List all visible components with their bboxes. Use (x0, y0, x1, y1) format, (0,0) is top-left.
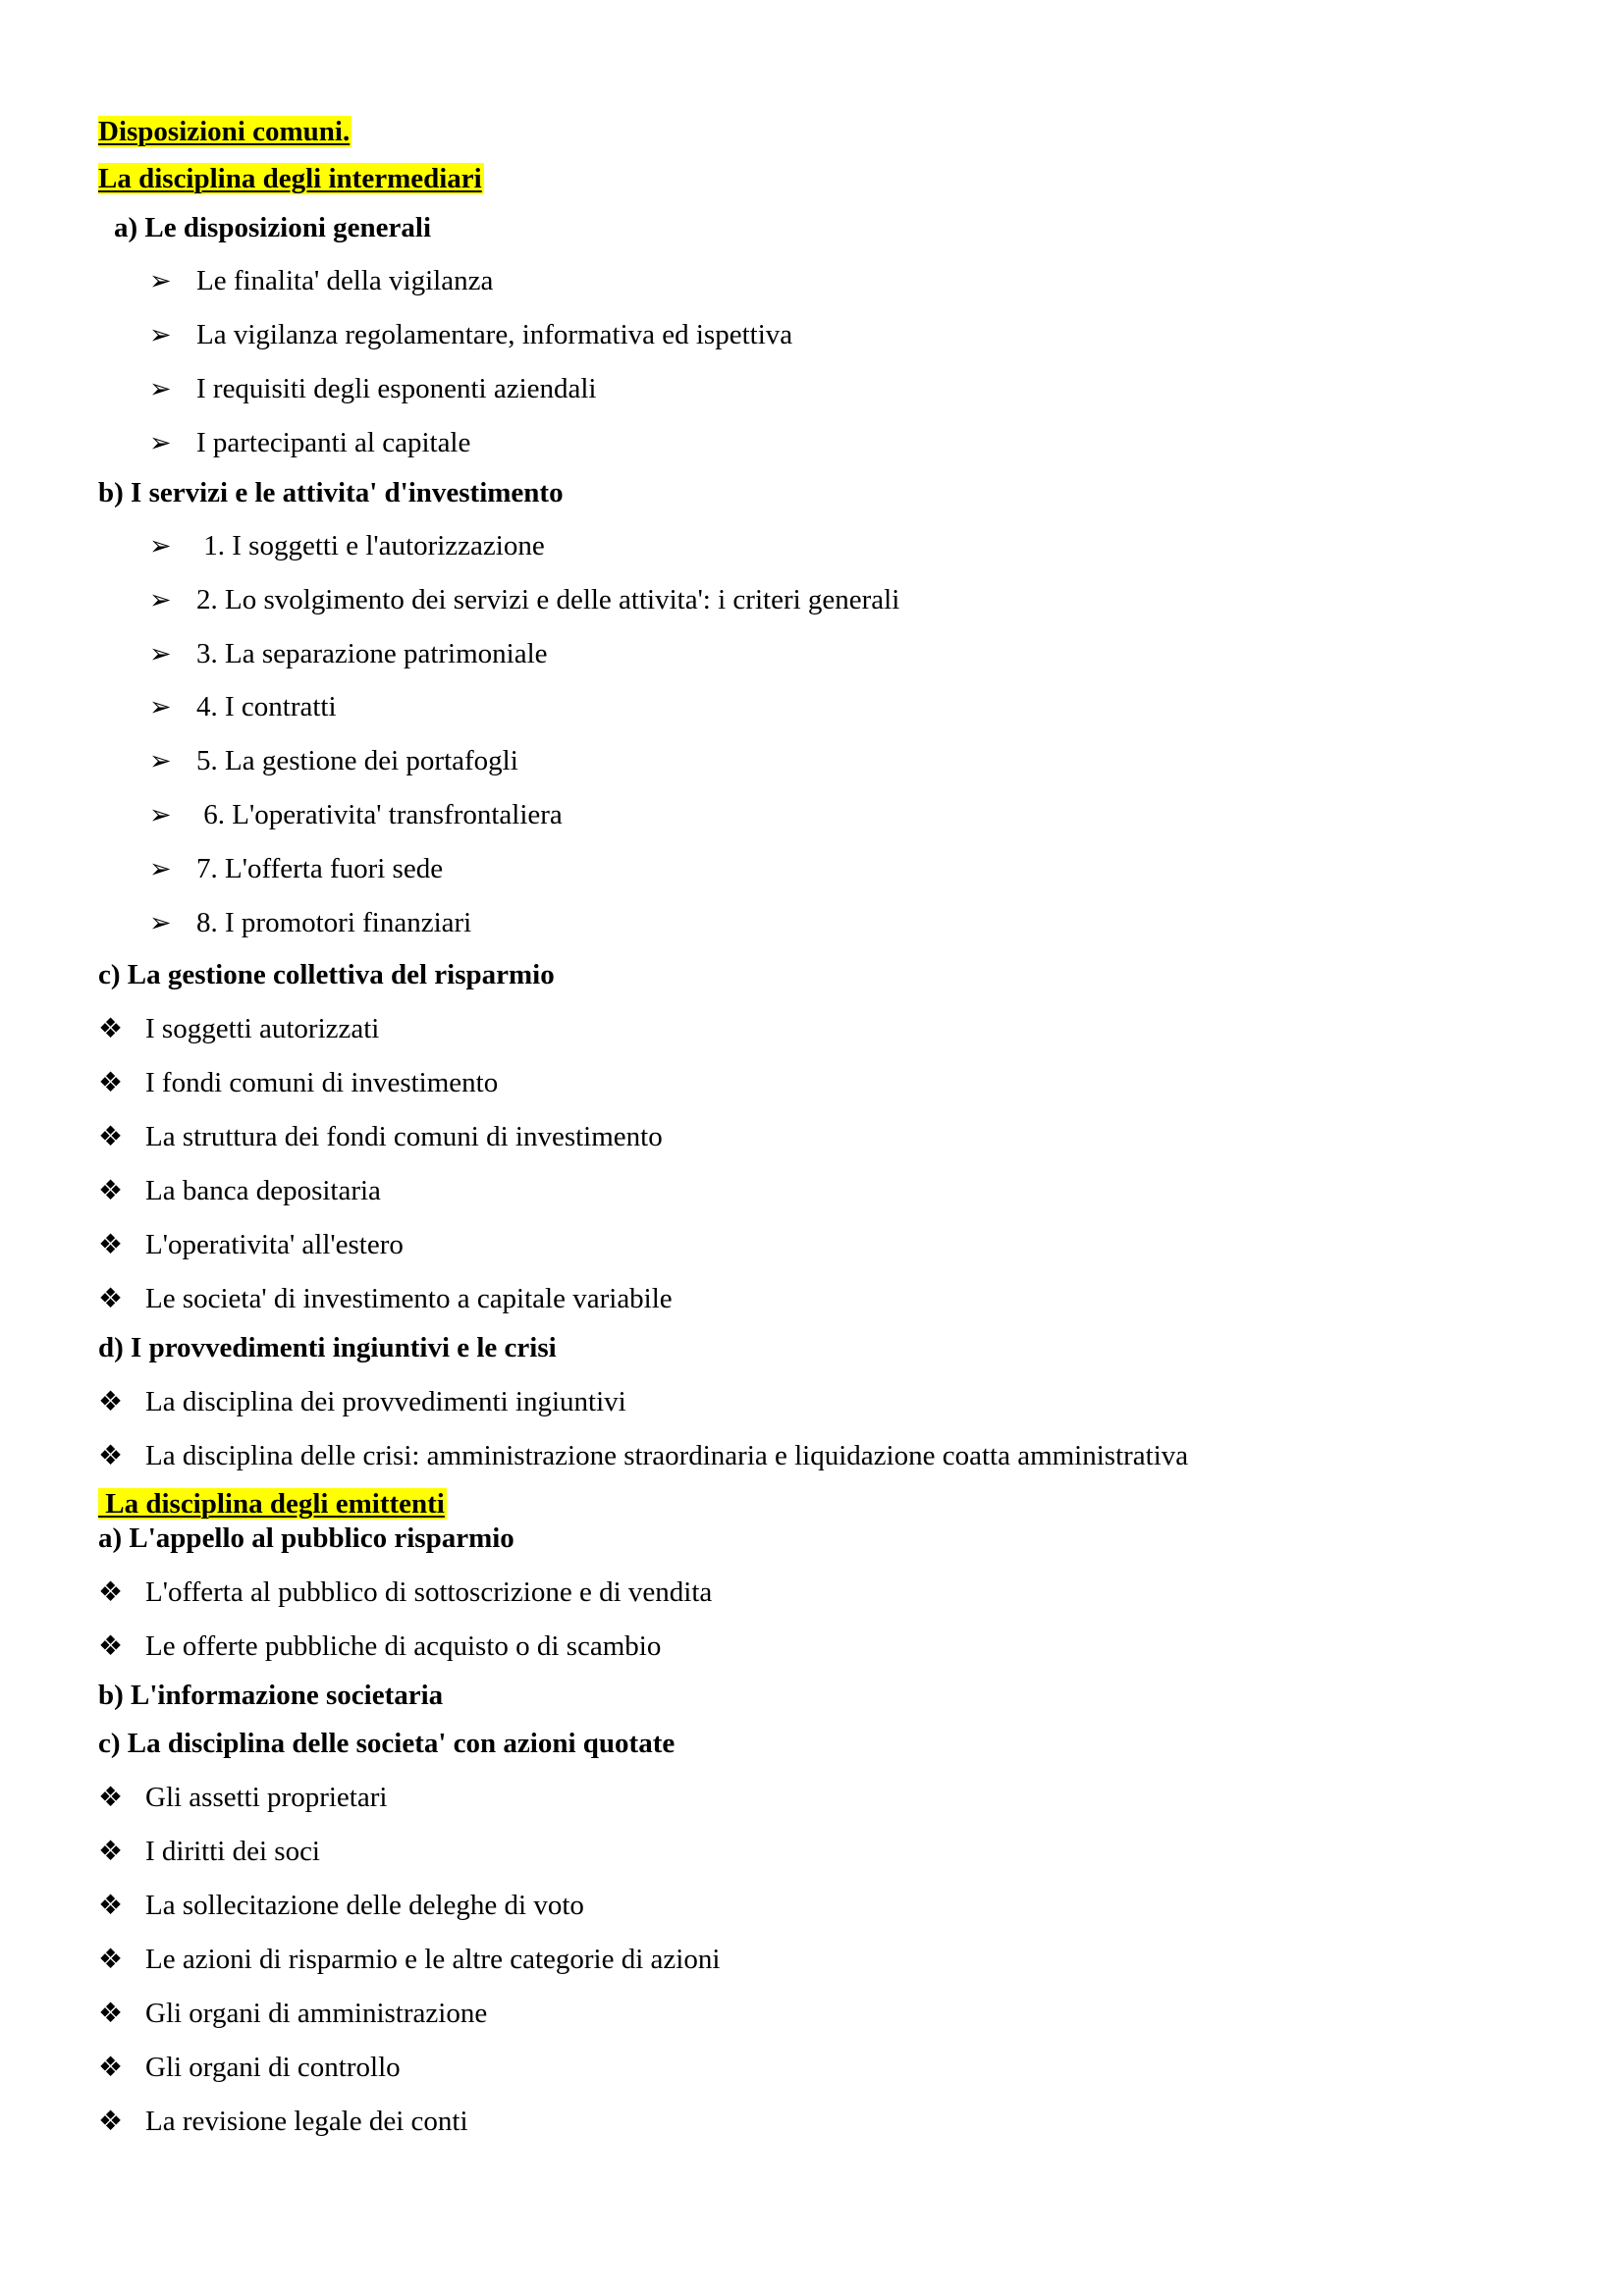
list-item (98, 2050, 401, 2086)
list-item-text: I soggetti autorizzati (145, 1013, 380, 1044)
arrow-bullet-icon: ➢ (149, 585, 172, 614)
list-item (98, 1281, 673, 1317)
diamond-bullet-icon: ❖ (98, 1176, 124, 1206)
list-item (98, 1065, 498, 1101)
list-item-text: I diritti dei soci (145, 1836, 320, 1867)
arrow-bullet-icon: ➢ (149, 531, 172, 561)
subheading-c-gestione-collettiva: c) La gestione collettiva del risparmio (98, 959, 555, 990)
list-item (149, 317, 792, 352)
list-item (98, 1575, 712, 1611)
list-item-text: Le offerte pubbliche di acquisto o di scambio (145, 1630, 662, 1662)
list-item-text: La revisione legale dei conti (145, 2106, 468, 2137)
diamond-bullet-icon: ❖ (98, 1837, 124, 1867)
subheading-b-informazione-societaria: b) L'informazione societaria (98, 1680, 444, 1711)
arrow-bullet-icon: ➢ (149, 800, 172, 829)
diamond-bullet-icon: ❖ (98, 1891, 124, 1921)
heading-emittenti-text: La disciplina degli emittenti (98, 1488, 445, 1520)
arrow-bullet-icon: ➢ (149, 639, 172, 668)
list-item (149, 425, 470, 460)
arrow-bullet-icon: ➢ (149, 908, 172, 937)
list-item-text: Le finalita' della vigilanza (196, 265, 494, 296)
subheading-d-provvedimenti-crisi: d) I provvedimenti ingiuntivi e le crisi (98, 1332, 557, 1363)
heading-disciplina-emittenti (98, 1486, 447, 1522)
list-item-text: I requisiti degli esponenti aziendali (196, 373, 597, 404)
list-item (98, 1011, 379, 1047)
list-item (149, 371, 597, 406)
list-item-text: L'offerta al pubblico di sottoscrizione e di vendita (145, 1576, 713, 1608)
diamond-bullet-icon: ❖ (98, 1387, 124, 1417)
list-item-text: 8. I promotori finanziari (196, 907, 472, 938)
list-item (149, 528, 545, 563)
list-item-text: Le azioni di risparmio e le altre categorie di azioni (145, 1944, 721, 1975)
list-item-text: Gli organi di controllo (145, 2052, 401, 2083)
list-item (98, 1996, 487, 2032)
arrow-bullet-icon: ➢ (149, 746, 172, 775)
list-item (98, 1119, 663, 1155)
diamond-bullet-icon: ❖ (98, 1441, 124, 1471)
list-item (98, 1942, 720, 1978)
list-item (98, 1834, 320, 1870)
list-item (98, 1888, 584, 1924)
arrow-bullet-icon: ➢ (149, 854, 172, 883)
diamond-bullet-icon: ❖ (98, 1014, 124, 1044)
list-item (149, 636, 548, 671)
heading-disciplina-intermediari (98, 161, 484, 196)
subheading-b-servizi-attivita: b) I servizi e le attivita' d'investimento (98, 477, 564, 508)
list-item-text: 3. La separazione patrimoniale (196, 638, 548, 669)
heading-intermediari-text: La disciplina degli intermediari (98, 163, 482, 194)
list-item-text: Gli organi di amministrazione (145, 1998, 488, 2029)
diamond-bullet-icon: ❖ (98, 1122, 124, 1152)
list-item (149, 797, 563, 832)
list-item-text: 1. I soggetti e l'autorizzazione (196, 530, 545, 561)
heading-disposizioni-text: Disposizioni comuni. (98, 116, 351, 147)
list-item-text: La disciplina dei provvedimenti ingiuntivi (145, 1386, 626, 1417)
diamond-bullet-icon: ❖ (98, 2053, 124, 2083)
list-item (98, 1438, 1188, 1474)
list-item-text: 6. L'operativita' transfrontaliera (196, 799, 563, 830)
diamond-bullet-icon: ❖ (98, 1068, 124, 1098)
list-item (98, 1227, 404, 1263)
subheading-a-appello-pubblico: a) L'appello al pubblico risparmio (98, 1522, 514, 1554)
subheading-a-disposizioni-generali: a) Le disposizioni generali (114, 212, 432, 243)
heading-disposizioni-comuni (98, 114, 352, 149)
list-item-text: I fondi comuni di investimento (145, 1067, 499, 1098)
diamond-bullet-icon: ❖ (98, 1783, 124, 1813)
diamond-bullet-icon: ❖ (98, 1999, 124, 2029)
diamond-bullet-icon: ❖ (98, 1631, 124, 1662)
arrow-bullet-icon: ➢ (149, 692, 172, 721)
arrow-bullet-icon: ➢ (149, 320, 172, 349)
list-item-text: La struttura dei fondi comuni di investimento (145, 1121, 663, 1152)
diamond-bullet-icon: ❖ (98, 2107, 124, 2137)
list-item-text: 4. I contratti (196, 691, 337, 722)
arrow-bullet-icon: ➢ (149, 374, 172, 403)
list-item-text: La vigilanza regolamentare, informativa ed ispettiva (196, 319, 793, 350)
list-item-text: 7. L'offerta fuori sede (196, 853, 444, 884)
diamond-bullet-icon: ❖ (98, 1284, 124, 1314)
list-item (149, 905, 471, 940)
list-item (98, 1173, 381, 1209)
list-item-text: 2. Lo svolgimento dei servizi e delle attivita': i criteri generali (196, 584, 900, 615)
list-item (149, 689, 337, 724)
list-item-text: Gli assetti proprietari (145, 1782, 388, 1813)
list-item-text: La disciplina delle crisi: amministrazione straordinaria e liquidazione coatta amministrativa (145, 1440, 1189, 1471)
list-item (98, 1780, 387, 1816)
list-item-text: 5. La gestione dei portafogli (196, 745, 518, 776)
list-item (149, 263, 493, 298)
list-item-text: La sollecitazione delle deleghe di voto (145, 1890, 584, 1921)
arrow-bullet-icon: ➢ (149, 428, 172, 457)
arrow-bullet-icon: ➢ (149, 266, 172, 295)
list-item-text: L'operativita' all'estero (145, 1229, 404, 1260)
list-item (98, 2104, 468, 2140)
list-item-text: I partecipanti al capitale (196, 427, 471, 458)
list-item (149, 851, 443, 886)
diamond-bullet-icon: ❖ (98, 1577, 124, 1608)
diamond-bullet-icon: ❖ (98, 1230, 124, 1260)
list-item-text: Le societa' di investimento a capitale variabile (145, 1283, 673, 1314)
subheading-c-societa-azioni-quotate: c) La disciplina delle societa' con azioni quotate (98, 1728, 676, 1759)
list-item (149, 582, 899, 617)
list-item (98, 1384, 626, 1420)
list-item-text: La banca depositaria (145, 1175, 381, 1206)
list-item (149, 743, 518, 778)
list-item (98, 1629, 661, 1665)
diamond-bullet-icon: ❖ (98, 1945, 124, 1975)
